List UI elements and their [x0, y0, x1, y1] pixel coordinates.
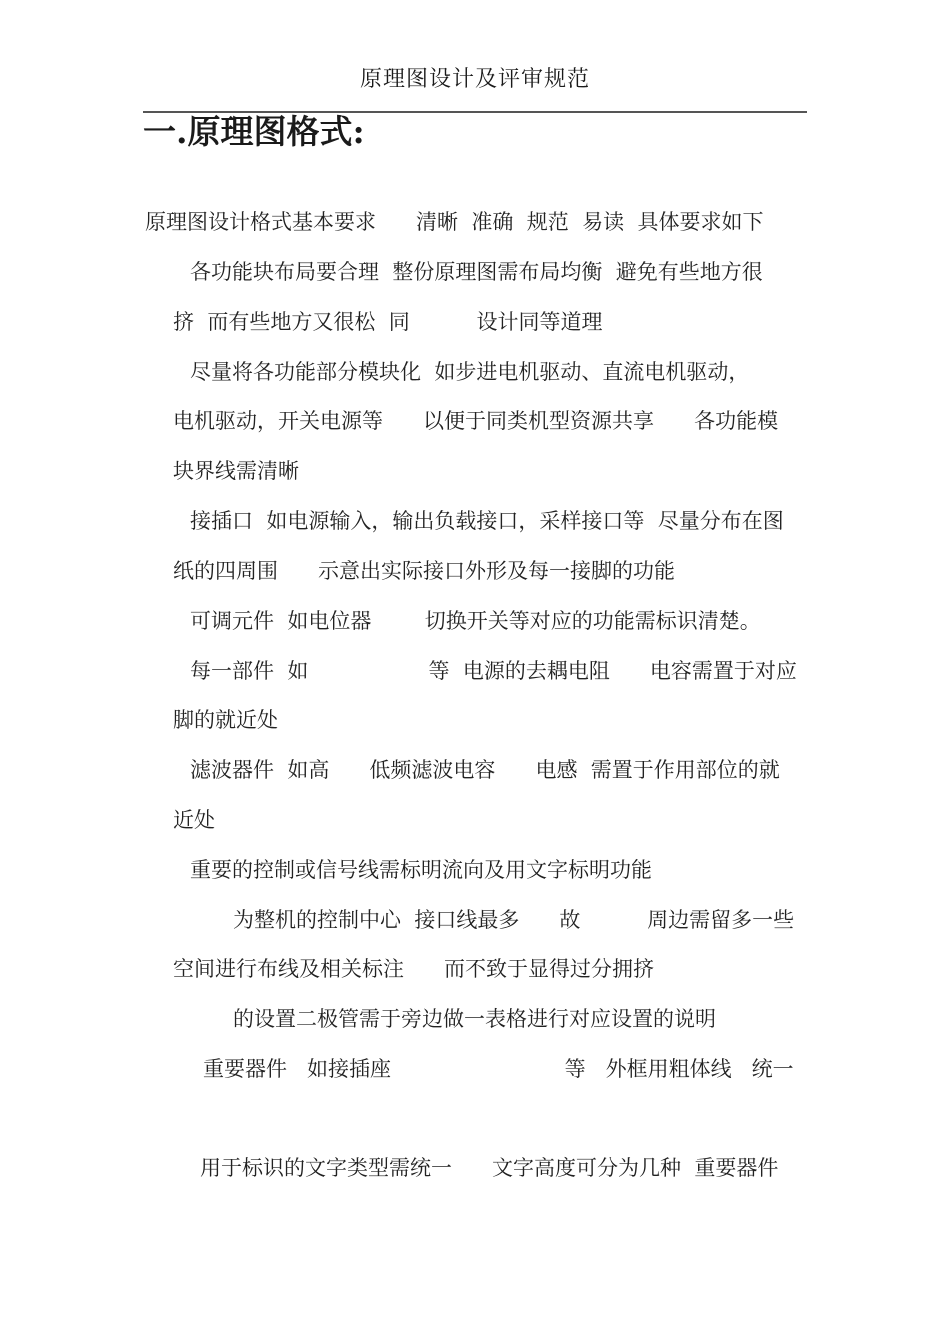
text-line: 近处: [173, 808, 215, 832]
text-line: 尽量将各功能部分模块化 如步进电机驱动、直流电机驱动，: [190, 360, 750, 384]
text-line: 挤 而有些地方又很松 同 设计同等道理: [173, 310, 603, 334]
text-line: 滤波器件 如高 低频滤波电容 电感 需置于作用部位的就: [190, 758, 780, 782]
text-line: 纸的四周围 示意出实际接口外形及每一接脚的功能: [173, 559, 676, 583]
section-title: 一.原理图格式:: [143, 112, 365, 151]
text-line: 原理图设计格式基本要求 清晰 准确 规范 易读 具体要求如下: [145, 210, 764, 234]
text-line: 接插口 如电源输入，输出负载接口，采样接口等 尽量分布在图: [190, 509, 784, 533]
text-line: 每一部件 如 等 电源的去耦电阻 电容需置于对应: [190, 659, 797, 683]
text-line: 脚的就近处: [173, 708, 278, 732]
text-line: 电机驱动，开关电源等 以便于同类机型资源共享 各功能模: [173, 409, 779, 433]
text-line: 空间进行布线及相关标注 而不致于显得过分拥挤: [173, 957, 655, 981]
text-line: 为整机的控制中心 接口线最多 故 周边需留多一些: [233, 908, 795, 932]
text-line: 各功能块布局要合理 整份原理图需布局均衡 避免有些地方很: [190, 260, 763, 284]
text-line: 可调元件 如电位器 切换开关等对应的功能需标识清楚。: [190, 609, 761, 633]
text-line: 的设置二极管需于旁边做一表格进行对应设置的说明: [233, 1007, 716, 1031]
text-line: 重要器件 如接插座 等 外框用粗体线 统一: [203, 1057, 794, 1081]
text-line: 用于标识的文字类型需统一 文字高度可分为几种 重要器件: [200, 1156, 779, 1180]
page-header-title: 原理图设计及评审规范: [359, 67, 590, 92]
text-line: 重要的控制或信号线需标明流向及用文字标明功能: [190, 858, 652, 882]
text-line: 块界线需清晰: [173, 459, 299, 483]
